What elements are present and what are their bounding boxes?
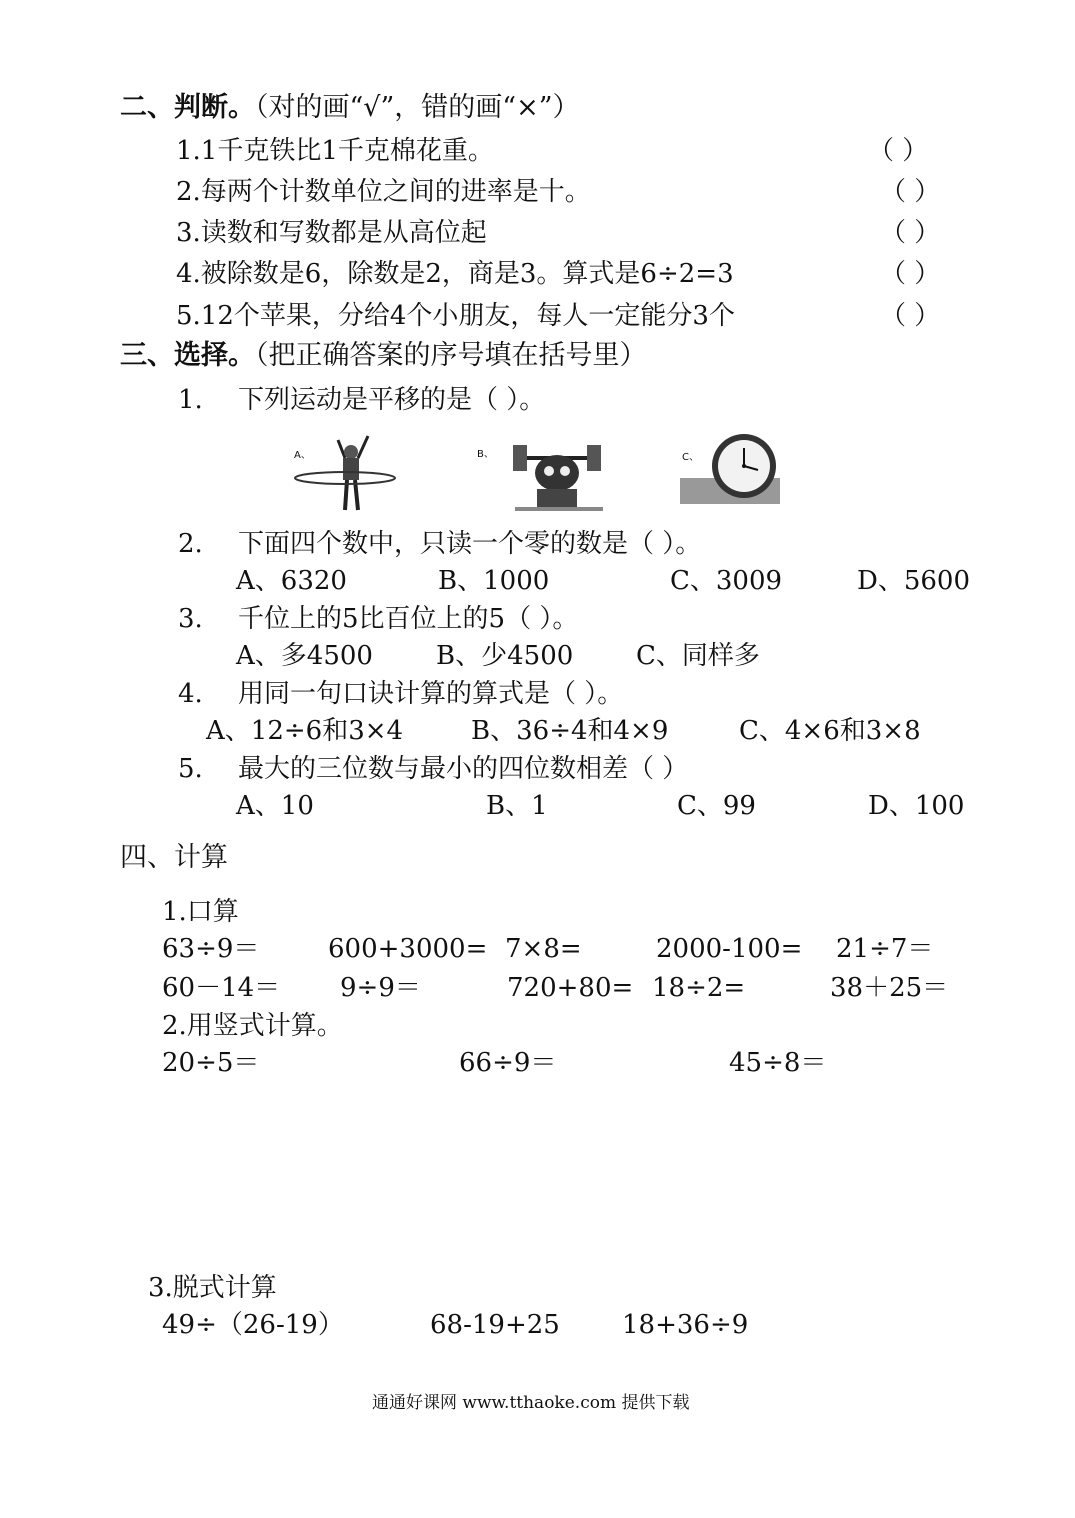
choice-q5-option-b[interactable]: B、1 <box>486 791 548 821</box>
judge-blank-3[interactable]: （ ） <box>880 218 941 248</box>
choice-q4-option-b[interactable]: B、36÷4和4×9 <box>471 716 669 746</box>
choice-q1-text: 下列运动是平移的是（ ）。 <box>238 385 546 415</box>
judge-item-1: 1.1千克铁比1千克棉花重。 <box>176 136 494 166</box>
oral-calc-r1-3[interactable]: 7×8= <box>505 934 582 964</box>
oral-calc-r1-1[interactable]: 63÷9＝ <box>162 934 260 964</box>
oral-calc-r2-4[interactable]: 18÷2= <box>652 973 746 1003</box>
option-c-picture[interactable] <box>680 430 785 505</box>
footer-credit: 通通好课网 www.tthaoke.com 提供下载 <box>372 1393 690 1413</box>
choice-q3-option-b[interactable]: B、少4500 <box>436 641 574 671</box>
judge-item-4: 4.被除数是6，除数是2，商是3。算式是6÷2=3 <box>176 259 734 289</box>
vertical-calc-title: 2.用竖式计算。 <box>162 1011 343 1041</box>
choice-q4-option-a[interactable]: A、12÷6和3×4 <box>206 716 404 746</box>
judge-blank-5[interactable]: （ ） <box>880 301 941 331</box>
oral-calc-r2-3[interactable]: 720+80= <box>507 973 634 1003</box>
choice-q5-number: 5. <box>178 754 203 784</box>
option-a-picture[interactable] <box>290 428 400 518</box>
section3-subheading: （把正确答案的序号填在括号里） <box>255 340 647 371</box>
option-b-label: B、 <box>477 449 494 460</box>
oral-calc-r2-5[interactable]: 38＋25＝ <box>830 973 949 1003</box>
stepwise-calc-1[interactable]: 49÷（26-19） <box>162 1310 344 1340</box>
choice-q4-text: 用同一句口诀计算的算式是（ ）。 <box>238 679 624 709</box>
choice-q5-option-d[interactable]: D、100 <box>868 791 965 821</box>
stepwise-calc-2[interactable]: 68-19+25 <box>430 1310 560 1340</box>
choice-q5-text: 最大的三位数与最小的四位数相差（ ） <box>238 754 689 784</box>
choice-q3-number: 3. <box>178 604 203 634</box>
option-a-label: A、 <box>294 450 311 461</box>
choice-q4-number: 4. <box>178 679 203 709</box>
judge-blank-4[interactable]: （ ） <box>880 259 941 289</box>
choice-q5-option-a[interactable]: A、10 <box>236 791 314 821</box>
choice-q2-text: 下面四个数中，只读一个零的数是（ ）。 <box>238 529 702 559</box>
weightlifter-icon <box>475 433 610 513</box>
oral-calc-r2-1[interactable]: 60－14＝ <box>162 973 281 1003</box>
choice-q3-text: 千位上的5比百位上的5（ ）。 <box>238 604 579 634</box>
judge-item-3: 3.读数和写数都是从高位起 <box>176 218 487 248</box>
vertical-calc-3[interactable]: 45÷8＝ <box>729 1048 827 1078</box>
choice-q5-option-c[interactable]: C、99 <box>677 791 756 821</box>
option-b-picture[interactable] <box>475 433 610 513</box>
section4-heading: 四、计算 <box>120 842 228 873</box>
choice-q2-option-a[interactable]: A、6320 <box>236 566 347 596</box>
vertical-calc-1[interactable]: 20÷5＝ <box>162 1048 260 1078</box>
oral-calc-r1-2[interactable]: 600+3000= <box>328 934 488 964</box>
oral-calc-r1-4[interactable]: 2000-100= <box>656 934 803 964</box>
stepwise-calc-3[interactable]: 18+36÷9 <box>622 1310 749 1340</box>
choice-q2-option-b[interactable]: B、1000 <box>438 566 550 596</box>
section2-subheading: （对的画“√”，错的画“×”） <box>255 92 580 123</box>
judge-item-2: 2.每两个计数单位之间的进率是十。 <box>176 177 591 207</box>
hula-hoop-girl-icon <box>290 428 400 518</box>
oral-calc-r1-5[interactable]: 21÷7＝ <box>836 934 934 964</box>
judge-blank-1[interactable]: （ ） <box>868 136 929 166</box>
alarm-clock-icon <box>680 430 785 505</box>
option-c-label: C、 <box>682 452 699 463</box>
choice-q1-number: 1. <box>178 385 203 415</box>
stepwise-calc-title: 3.脱式计算 <box>148 1273 277 1303</box>
section3-heading: 三、选择。（把正确答案的序号填在括号里） <box>120 340 647 371</box>
oral-calc-title: 1.口算 <box>162 897 239 927</box>
section2-heading: 二、判断。（对的画“√”，错的画“×”） <box>120 92 580 123</box>
choice-q3-option-a[interactable]: A、多4500 <box>236 641 373 671</box>
judge-blank-2[interactable]: （ ） <box>880 177 941 207</box>
choice-q4-option-c[interactable]: C、4×6和3×8 <box>739 716 921 746</box>
vertical-calc-2[interactable]: 66÷9＝ <box>459 1048 557 1078</box>
choice-q2-number: 2. <box>178 529 203 559</box>
choice-q3-option-c[interactable]: C、同样多 <box>636 641 760 671</box>
oral-calc-r2-2[interactable]: 9÷9＝ <box>340 973 421 1003</box>
choice-q2-option-c[interactable]: C、3009 <box>670 566 783 596</box>
judge-item-5: 5.12个苹果，分给4个小朋友，每人一定能分3个 <box>176 301 735 331</box>
choice-q2-option-d[interactable]: D、5600 <box>857 566 971 596</box>
